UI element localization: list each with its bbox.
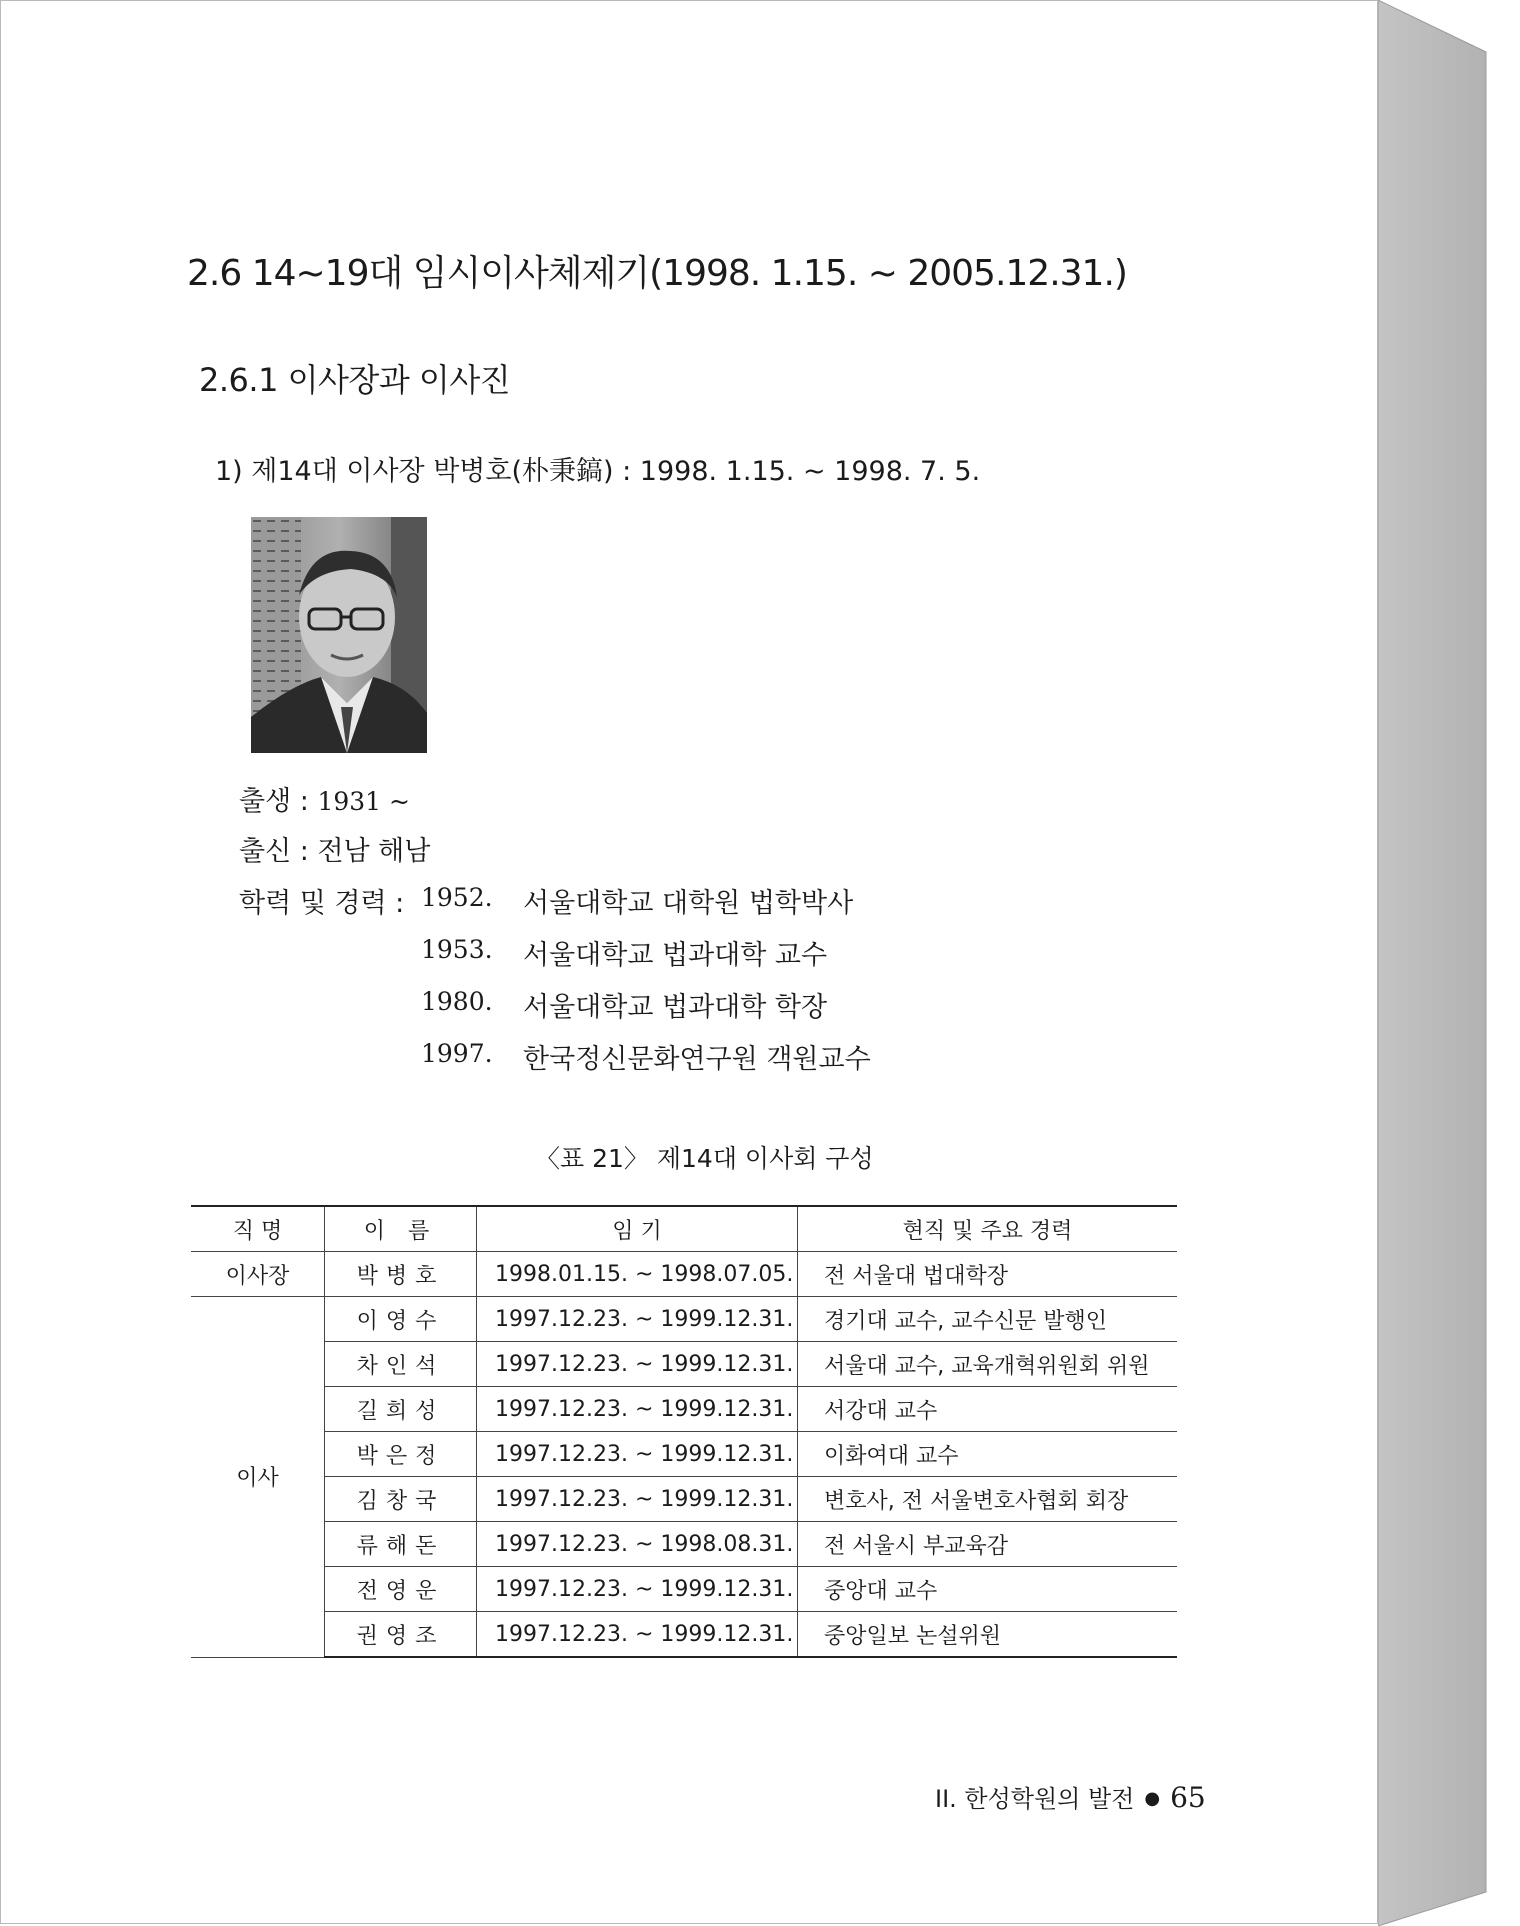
item-title: 1) 제14대 이사장 박병호(朴秉鎬) : 1998. 1.15. ~ 1998. 7. 5.	[215, 456, 981, 487]
bullet-icon: ●	[1144, 1788, 1161, 1809]
table-row	[191, 1522, 1177, 1567]
bio-origin	[239, 829, 430, 868]
table-row	[191, 1432, 1177, 1477]
term-cell: 1997.12.23. ~ 1999.12.31.	[477, 1567, 798, 1612]
career-year: 1952.	[421, 883, 493, 912]
career-desc: 서울대학교 대학원 법학박사	[523, 888, 854, 919]
bio-origin-label: 출신 :	[239, 836, 309, 867]
name-cell: 김창국	[325, 1477, 477, 1522]
career-desc: 서울대학교 법과대학 교수	[523, 940, 828, 971]
bio-birth-value: 1931 ~	[317, 787, 410, 816]
career-cell: 서강대 교수	[798, 1387, 1178, 1432]
header-term: 임 기	[477, 1206, 798, 1252]
name-cell: 박은정	[325, 1432, 477, 1477]
name-cell: 차인석	[325, 1342, 477, 1387]
name-cell: 류해돈	[325, 1522, 477, 1567]
book-edge-shading	[1378, 0, 1520, 1926]
career-year: 1980.	[421, 987, 493, 1016]
table-row	[191, 1612, 1177, 1658]
term-cell: 1998.01.15. ~ 1998.07.05.	[477, 1252, 798, 1297]
bio-origin-value: 전남 해남	[317, 836, 431, 867]
bio-career-label: 학력 및 경력 :	[239, 888, 405, 919]
term-cell: 1997.12.23. ~ 1999.12.31.	[477, 1387, 798, 1432]
board-table	[191, 1205, 1177, 1658]
page-footer	[935, 1779, 1206, 1814]
term-cell: 1997.12.23. ~ 1998.08.31.	[477, 1522, 798, 1567]
career-cell: 이화여대 교수	[798, 1432, 1178, 1477]
subsection-title: 2.6.1 이사장과 이사진	[199, 361, 511, 399]
career-cell: 전 서울시 부교육감	[798, 1522, 1178, 1567]
role-cell: 이사장	[191, 1252, 325, 1297]
header-name: 이 름	[325, 1206, 477, 1252]
table-row	[191, 1387, 1177, 1432]
career-desc: 서울대학교 법과대학 학장	[523, 992, 828, 1023]
career-year: 1997.	[421, 1039, 493, 1068]
term-cell: 1997.12.23. ~ 1999.12.31.	[477, 1477, 798, 1522]
header-role: 직 명	[191, 1206, 325, 1252]
career-cell: 중앙대 교수	[798, 1567, 1178, 1612]
table-caption: 〈표 21〉 제14대 이사회 구성	[535, 1144, 874, 1173]
career-cell: 서울대 교수, 교육개혁위원회 위원	[798, 1342, 1178, 1387]
career-desc: 한국정신문화연구원 객원교수	[523, 1044, 871, 1075]
term-cell: 1997.12.23. ~ 1999.12.31.	[477, 1432, 798, 1477]
career-year: 1953.	[421, 935, 493, 964]
header-career: 현직 및 주요 경력	[798, 1206, 1178, 1252]
table-row	[191, 1297, 1177, 1342]
name-cell: 권영조	[325, 1612, 477, 1658]
term-cell: 1997.12.23. ~ 1999.12.31.	[477, 1342, 798, 1387]
table-row	[191, 1252, 1177, 1297]
bio-birth-label: 출생 :	[239, 786, 309, 817]
section-title: 2.6 14~19대 임시이사체제기(1998. 1.15. ~ 2005.12.31.)	[187, 253, 1127, 294]
portrait-photo	[251, 517, 427, 753]
career-cell: 경기대 교수, 교수신문 발행인	[798, 1297, 1178, 1342]
footer-chapter: II. 한성학원의 발전	[935, 1785, 1135, 1813]
name-cell: 이영수	[325, 1297, 477, 1342]
bio-birth	[239, 779, 410, 818]
career-cell: 전 서울대 법대학장	[798, 1252, 1178, 1297]
table-row	[191, 1567, 1177, 1612]
role-cell: 이사	[191, 1297, 325, 1658]
table-row	[191, 1342, 1177, 1387]
term-cell: 1997.12.23. ~ 1999.12.31.	[477, 1297, 798, 1342]
name-cell: 길희성	[325, 1387, 477, 1432]
name-cell: 전영운	[325, 1567, 477, 1612]
name-cell: 박병호	[325, 1252, 477, 1297]
career-cell: 중앙일보 논설위원	[798, 1612, 1178, 1658]
table-header-row	[191, 1206, 1177, 1252]
table-row	[191, 1477, 1177, 1522]
term-cell: 1997.12.23. ~ 1999.12.31.	[477, 1612, 798, 1658]
page-number: 65	[1170, 1781, 1206, 1814]
career-cell: 변호사, 전 서울변호사협회 회장	[798, 1477, 1178, 1522]
